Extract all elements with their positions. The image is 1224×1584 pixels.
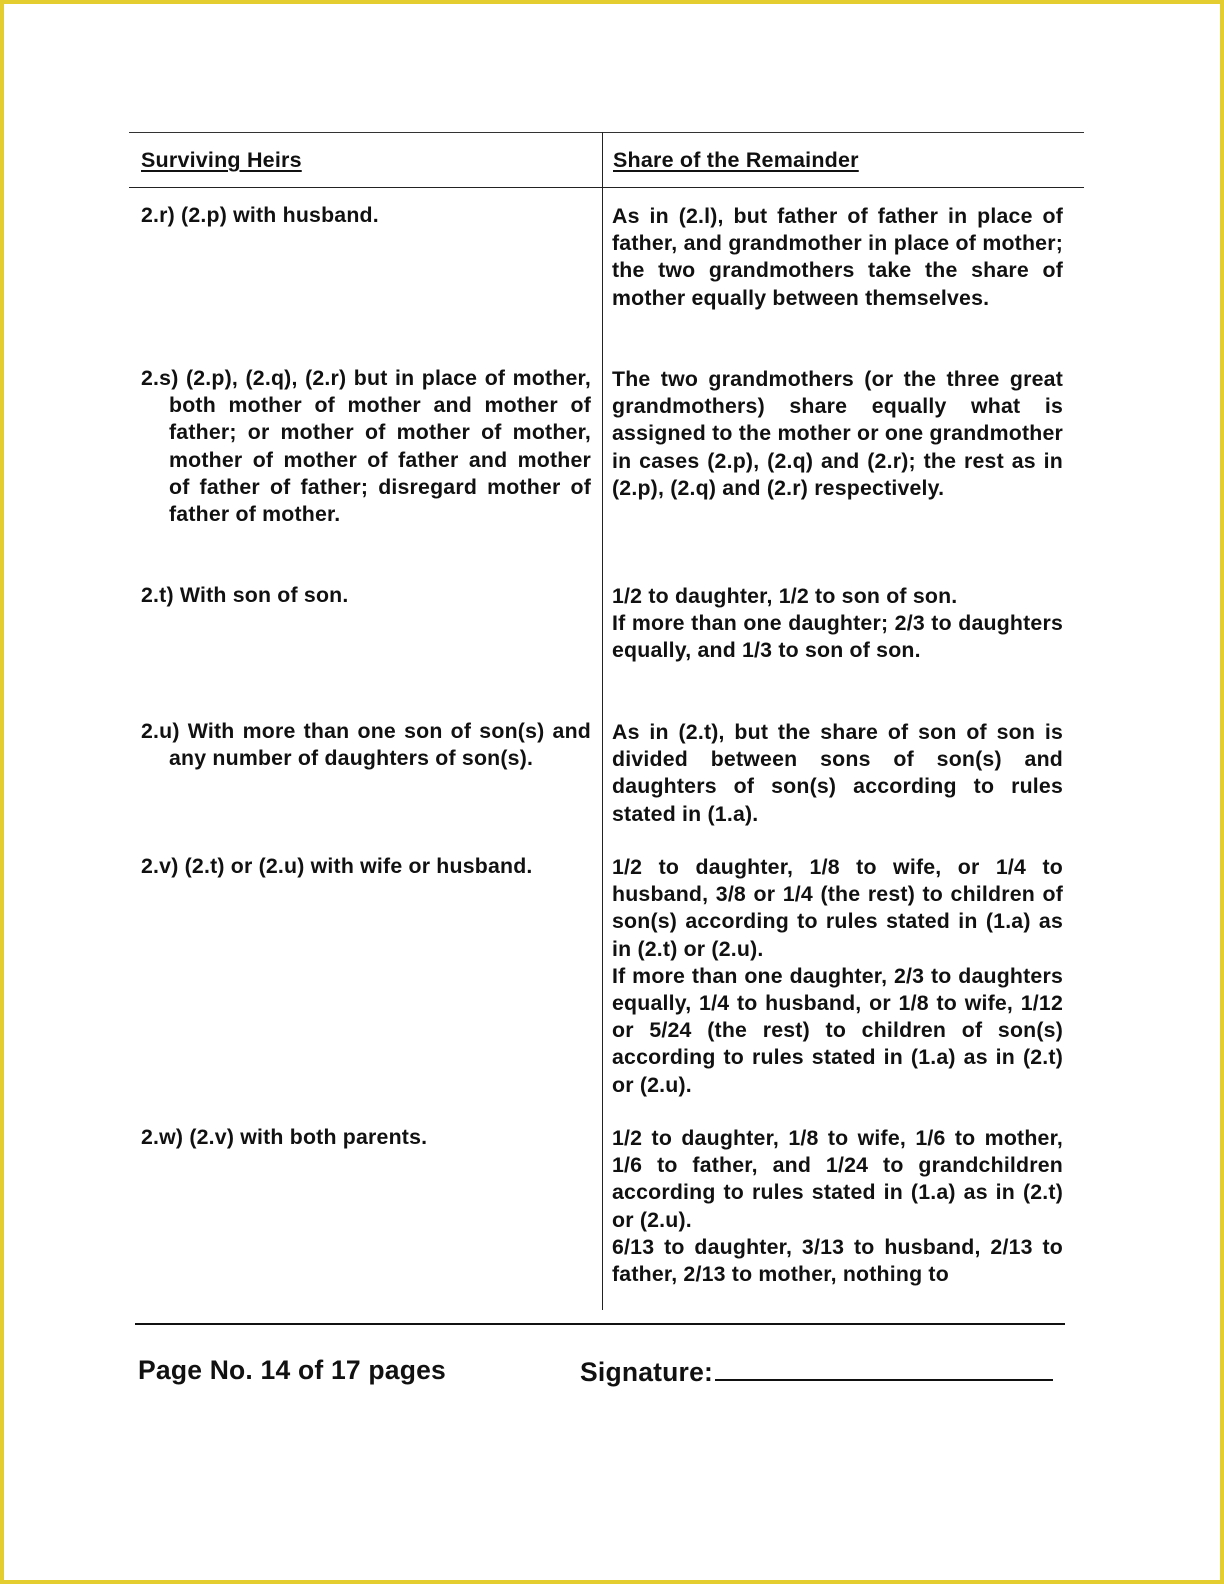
share-paragraph: If more than one daughter; 2/3 to daughters equally, and 1/3 to son of son. xyxy=(612,611,1063,663)
footer-rule xyxy=(135,1323,1065,1325)
heirs-cell-2s: 2.s) (2.p), (2.q), (2.r) but in place of mother, both mother of mother and mother of father; or mother of mother of mother, mother of mother of father and mother of father of father; disregard mother of father of mother. xyxy=(141,366,591,527)
inheritance-table xyxy=(129,132,1084,1310)
share-paragraph: If more than one daughter, 2/3 to daughters equally, 1/4 to husband, or 1/8 to wife, 1/12 or 5/24 (the rest) to children of son(s) according to rules stated in (1.a) as in (2.t) or (2.u). xyxy=(612,963,1063,1097)
share-paragraph: As in (2.l), but father of father in place of father, and grandmother in place of mother; the two grandmothers take the share of mother equally between themselves. xyxy=(612,204,1063,310)
page-number: Page No. 14 of 17 pages xyxy=(138,1355,446,1385)
share-paragraph: 6/13 to daughter, 3/13 to husband, 2/13 to father, 2/13 to mother, nothing to xyxy=(612,1234,1063,1287)
share-cell-2s xyxy=(612,366,1063,502)
share-cell-2t xyxy=(612,583,1063,665)
header-share-of-remainder: Share of the Remainder xyxy=(613,148,859,172)
heirs-cell-2u: 2.u) With more than one son of son(s) and any number of daughters of son(s). xyxy=(141,719,591,771)
heirs-cell-2r: 2.r) (2.p) with husband. xyxy=(141,203,379,227)
share-cell-2w xyxy=(612,1125,1063,1288)
share-paragraph: 1/2 to daughter, 1/8 to wife, or 1/4 to husband, 3/8 or 1/4 (the rest) to children of son(s) according to rules stated in (1.a) as in (2.t) or (2.u). xyxy=(612,855,1063,961)
share-cell-2v xyxy=(612,854,1063,1099)
table-top-rule xyxy=(129,132,1084,133)
signature-line[interactable] xyxy=(715,1355,1053,1381)
share-cell-2r xyxy=(612,203,1063,312)
heirs-cell-2w: 2.w) (2.v) with both parents. xyxy=(141,1125,428,1149)
share-paragraph: The two grandmothers (or the three great grandmothers) share equally what is assigned to the mother or one grandmother in cases (2.p), (2.q) and (2.r); the rest as in (2.p), (2.q) and (2.r) respectively. xyxy=(612,367,1063,500)
share-cell-2u xyxy=(612,719,1063,828)
header-surviving-heirs: Surviving Heirs xyxy=(141,148,302,172)
share-paragraph: 1/2 to daughter, 1/2 to son of son. xyxy=(612,584,958,608)
signature-label: Signature: xyxy=(580,1357,714,1387)
heirs-cell-2v: 2.v) (2.t) or (2.u) with wife or husband. xyxy=(141,854,533,878)
share-paragraph: 1/2 to daughter, 1/8 to wife, 1/6 to mother, 1/6 to father, and 1/24 to grandchildren according to rules stated in (1.a) as in (2.t) or (2.u). xyxy=(612,1126,1063,1232)
table-header-rule xyxy=(129,187,1084,188)
signature-block xyxy=(580,1355,1053,1388)
heirs-cell-2t: 2.t) With son of son. xyxy=(141,583,349,607)
column-divider xyxy=(602,132,603,1310)
share-paragraph: As in (2.t), but the share of son of son is divided between sons of son(s) and daughters of son(s) according to rules stated in (1.a). xyxy=(612,720,1063,826)
